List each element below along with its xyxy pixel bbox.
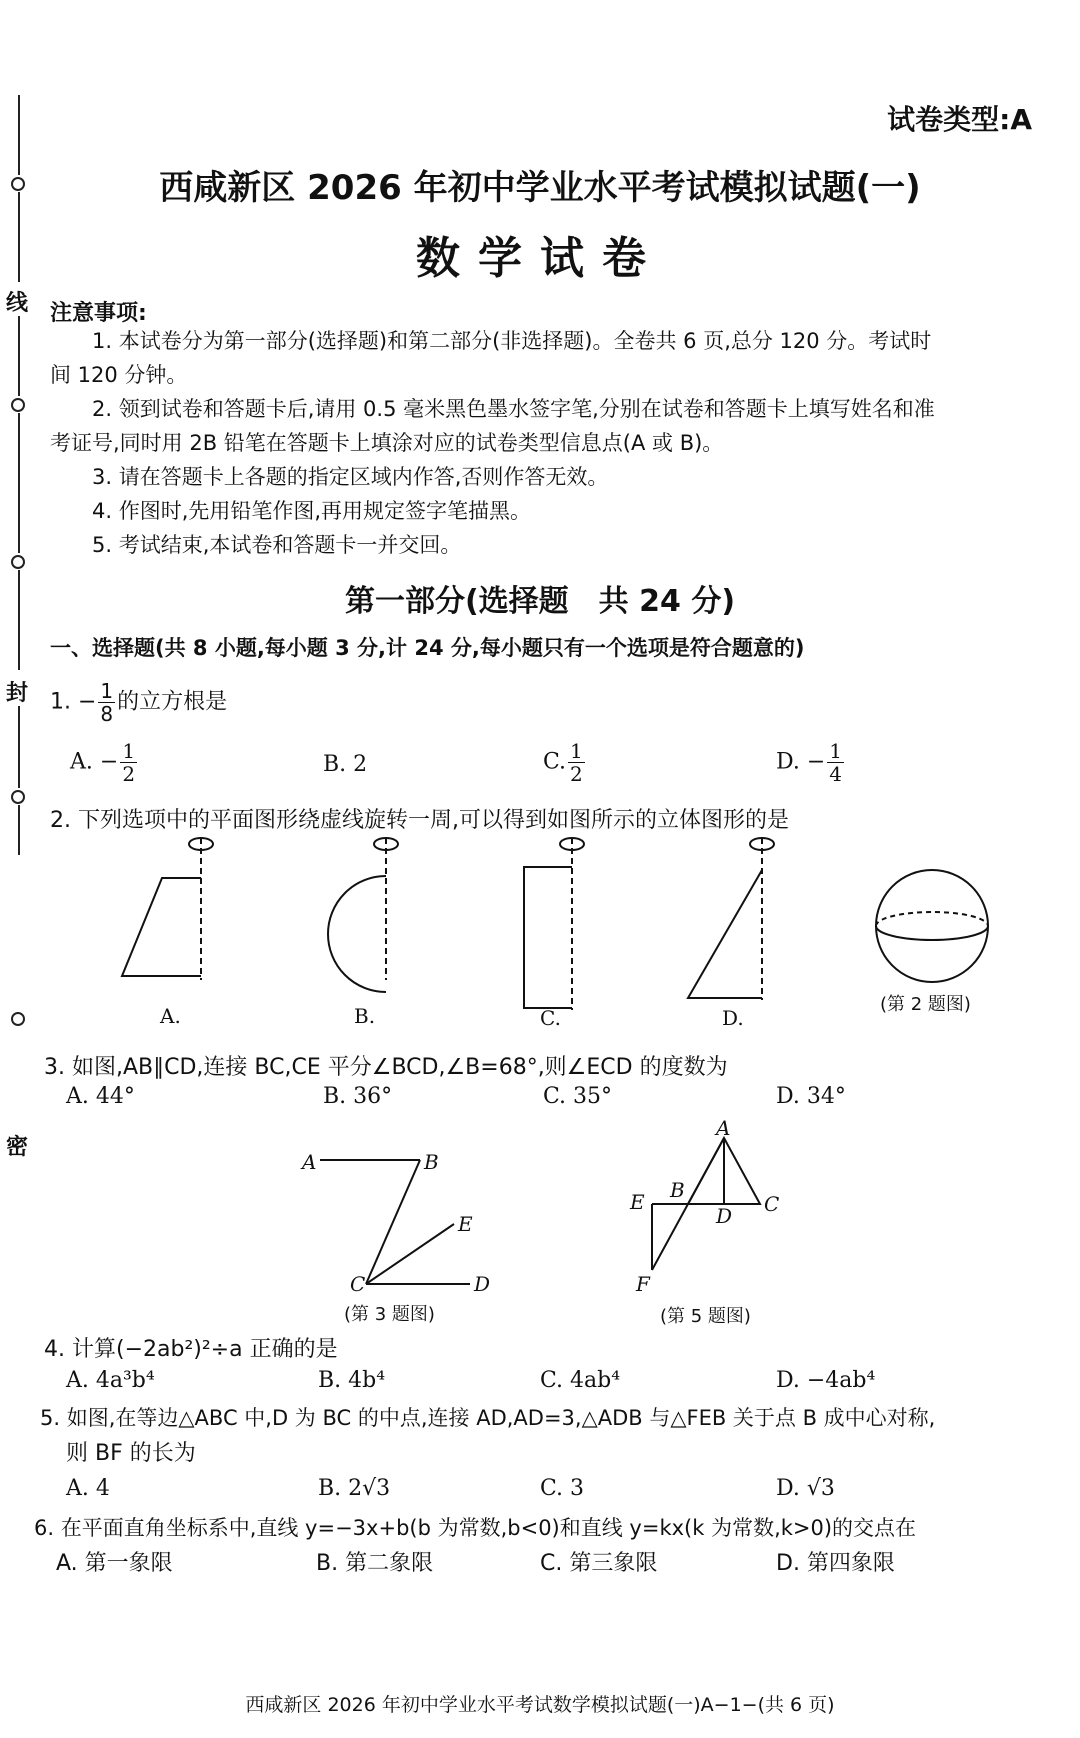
strip-label-xian: 线	[6, 291, 29, 316]
q3-point-c: C	[350, 1272, 366, 1296]
fraction-denominator: 8	[100, 702, 114, 726]
q1-option-c	[543, 740, 587, 785]
q3-point-e: E	[458, 1212, 473, 1236]
strip-line	[18, 316, 20, 396]
q3-point-d: D	[474, 1272, 491, 1296]
q5-point-a: A	[716, 1116, 731, 1140]
q5-point-f: F	[636, 1272, 650, 1296]
fraction-numerator: 1	[100, 679, 114, 703]
option-fraction	[568, 740, 585, 785]
option-fraction	[120, 740, 137, 785]
q4-option-c: C. 4ab⁴	[540, 1368, 621, 1393]
figure-sphere	[876, 870, 988, 982]
q5-caption: (第 5 题图)	[660, 1306, 751, 1327]
q4-option-a: A. 4a³b⁴	[66, 1368, 155, 1393]
q5-point-c: C	[764, 1192, 780, 1216]
question-4: 4. 计算(−2ab²)²÷a 正确的是	[44, 1337, 338, 1362]
q2-label-c: C.	[540, 1006, 561, 1030]
strip-line	[18, 706, 20, 788]
q3-point-a: A	[302, 1150, 317, 1174]
q5-point-d: D	[716, 1204, 733, 1228]
fraction-numerator: 1	[829, 739, 843, 763]
strip-label-mi: 密	[6, 1135, 29, 1160]
q5-option-b: B. 2√3	[318, 1476, 391, 1501]
q1-option-b: B. 2	[323, 752, 368, 777]
strip-label-feng: 封	[6, 681, 29, 706]
option-fraction	[827, 740, 844, 785]
section-instruction: 一、选择题(共 8 小题,每小题 3 分,计 24 分,每小题只有一个选项是符合题意的)	[50, 636, 805, 660]
question-5-line-1: 5. 如图,在等边△ABC 中,D 为 BC 的中点,连接 AD,AD=3,△ADB 与△FEB 关于点 B 成中心对称,	[40, 1406, 936, 1430]
q3-option-d: D. 34°	[776, 1084, 846, 1109]
section-title: 第一部分(选择题 共 24 分)	[344, 584, 736, 619]
question-1	[50, 680, 227, 725]
option-prefix: C.	[543, 749, 567, 775]
option-prefix: D. −	[776, 749, 826, 775]
strip-circle	[11, 790, 25, 804]
question-3: 3. 如图,AB∥CD,连接 BC,CE 平分∠BCD,∠B=68°,则∠ECD 的度数为	[44, 1055, 728, 1080]
notice-item: 间 120 分钟。	[50, 363, 188, 387]
question-6: 6. 在平面直角坐标系中,直线 y=−3x+b(b 为常数,b<0)和直线 y=kx(k 为常数,k>0)的交点在	[34, 1516, 917, 1540]
q1-option-d	[776, 740, 846, 785]
q6-option-a: A. 第一象限	[56, 1551, 173, 1576]
q5-option-d: D. √3	[776, 1476, 835, 1501]
q6-option-c: C. 第三象限	[540, 1551, 658, 1576]
notice-item: 考证号,同时用 2B 铅笔在答题卡上填涂对应的试卷类型信息点(A 或 B)。	[50, 431, 724, 455]
notice-item: 4. 作图时,先用铅笔作图,再用规定签字笔描黑。	[92, 499, 532, 523]
question-5-line-2: 则 BF 的长为	[66, 1441, 196, 1466]
notice-item: 3. 请在答题卡上各题的指定区域内作答,否则作答无效。	[92, 465, 609, 489]
q3-point-b: B	[424, 1150, 439, 1174]
figure-b-semicircle	[328, 838, 398, 992]
q2-label-a: A.	[160, 1004, 181, 1028]
q3-option-a: A. 44°	[66, 1084, 135, 1109]
question-1-suffix: 的立方根是	[117, 689, 228, 715]
page-footer: 西咸新区 2026 年初中学业水平考试数学模拟试题(一)A−1−(共 6 页)	[245, 1694, 835, 1716]
strip-circle	[11, 398, 25, 412]
q5-point-e: E	[630, 1190, 645, 1214]
q5-option-c: C. 3	[540, 1476, 585, 1501]
fraction-denominator: 2	[570, 762, 583, 786]
strip-line	[18, 413, 20, 553]
q2-caption: (第 2 题图)	[880, 994, 971, 1015]
notice-item: 1. 本试卷分为第一部分(选择题)和第二部分(非选择题)。全卷共 6 页,总分 120 分。考试时	[92, 329, 932, 353]
q5-option-a: A. 4	[66, 1476, 110, 1501]
notice-item: 5. 考试结束,本试卷和答题卡一并交回。	[92, 533, 462, 557]
figure-c-rectangle	[524, 838, 584, 1010]
figure-a-trapezoid	[122, 838, 213, 980]
fraction-denominator: 2	[122, 762, 136, 786]
q1-option-a	[70, 740, 139, 785]
question-2: 2. 下列选项中的平面图形绕虚线旋转一周,可以得到如图所示的立体图形的是	[50, 808, 789, 833]
page-title: 西咸新区 2026 年初中学业水平考试模拟试题(一)	[159, 168, 921, 208]
q3-option-b: B. 36°	[323, 1084, 393, 1109]
q2-label-d: D.	[722, 1006, 744, 1030]
strip-circle	[11, 555, 25, 569]
q3-option-c: C. 35°	[543, 1084, 613, 1109]
q3-caption: (第 3 题图)	[344, 1304, 435, 1325]
paper-type: 试卷类型:A	[887, 103, 1032, 136]
page-subtitle: 数学试卷	[416, 233, 664, 284]
option-prefix: A. −	[70, 749, 119, 775]
notice-heading: 注意事项:	[50, 301, 147, 326]
fraction-numerator: 1	[122, 739, 136, 763]
q4-option-d: D. −4ab⁴	[776, 1368, 876, 1393]
fraction-denominator: 4	[829, 762, 843, 786]
q2-label-b: B.	[354, 1004, 376, 1028]
q6-option-b: B. 第二象限	[316, 1551, 434, 1576]
fraction-numerator: 1	[570, 739, 583, 763]
question-1-fraction	[98, 680, 115, 725]
q5-point-b: B	[670, 1178, 685, 1202]
question-1-prefix: 1. −	[50, 689, 97, 715]
q4-option-b: B. 4b⁴	[318, 1368, 386, 1393]
figure-d-triangle	[688, 838, 774, 1000]
q6-option-d: D. 第四象限	[776, 1551, 895, 1576]
notice-item: 2. 领到试卷和答题卡后,请用 0.5 毫米黑色墨水签字笔,分别在试卷和答题卡上填写姓名和准	[92, 397, 935, 421]
